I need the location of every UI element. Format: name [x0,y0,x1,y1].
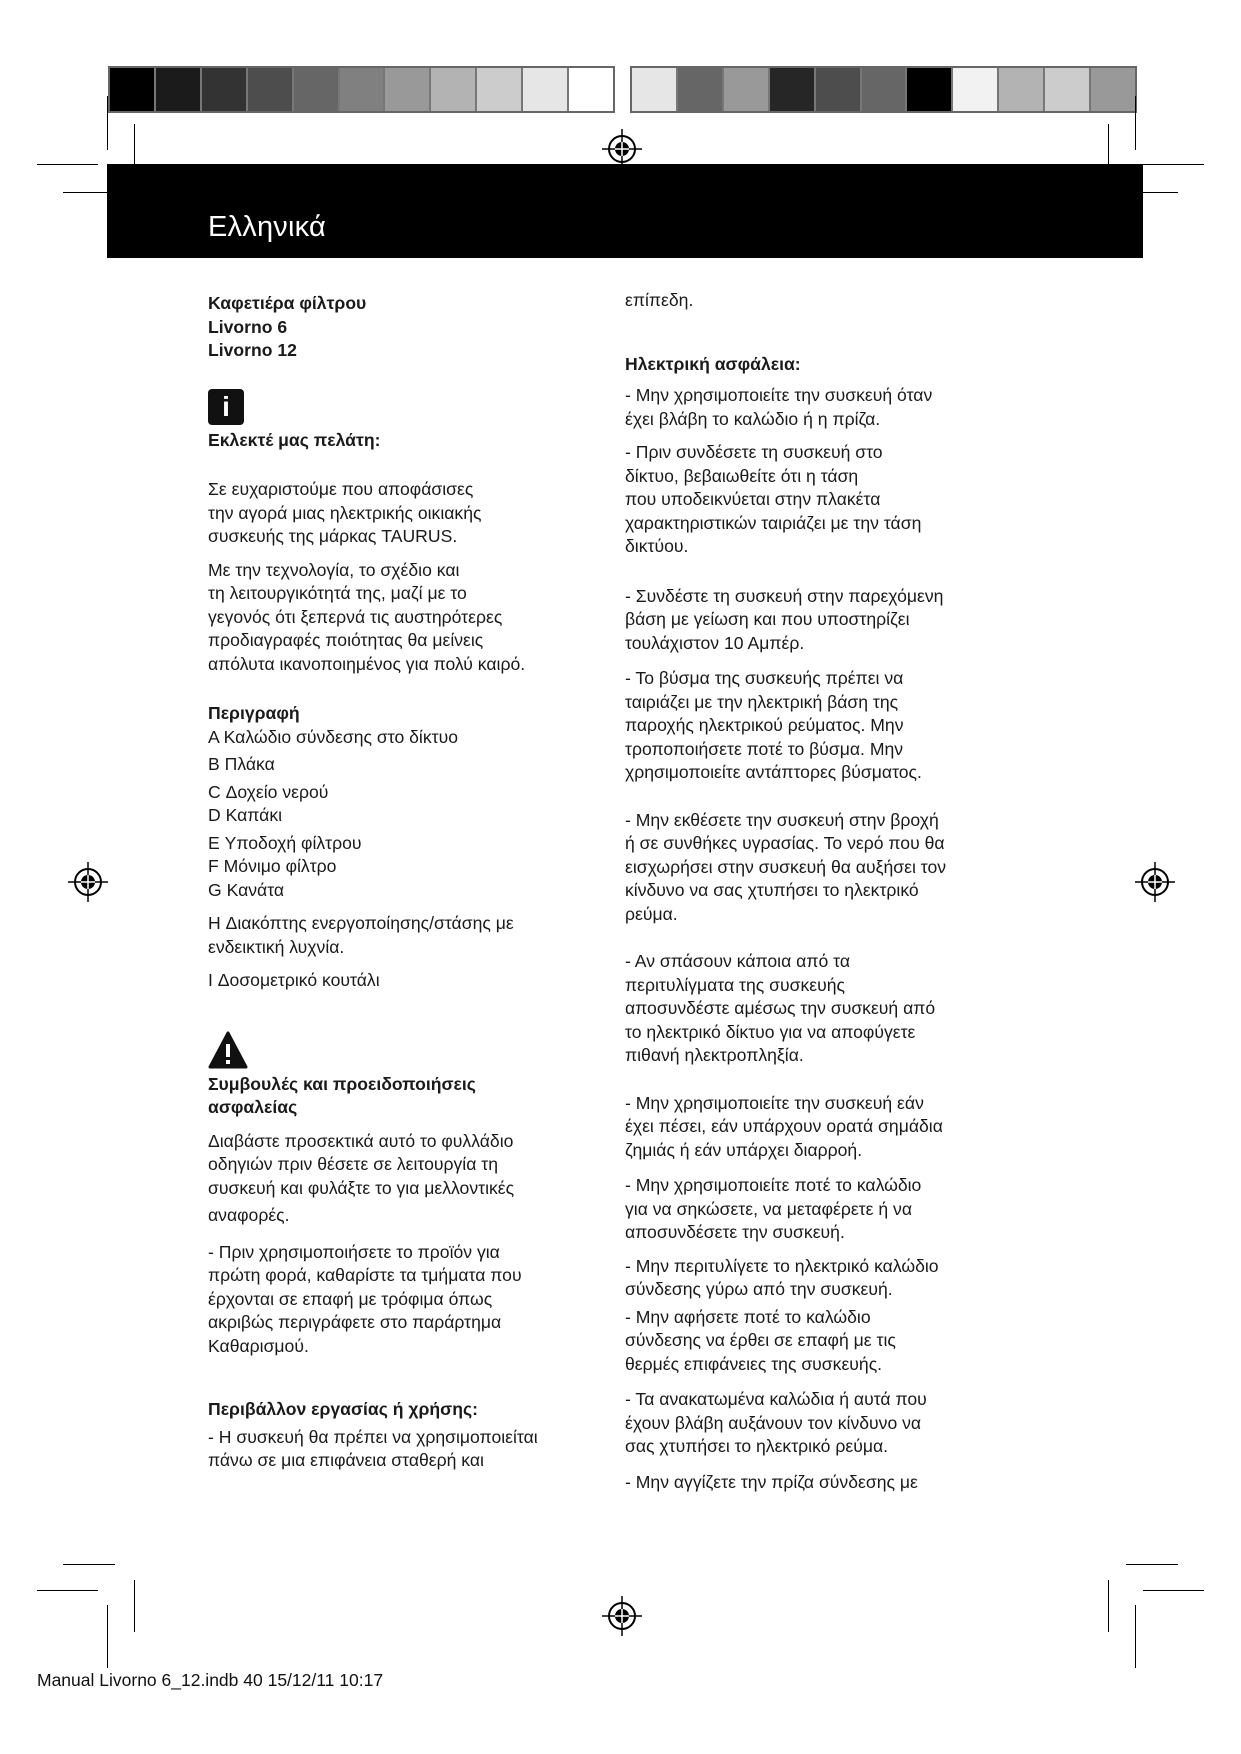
registration-mark-icon [602,1596,642,1636]
text-line: ασφαλείας [208,1097,298,1117]
color-swatch [999,68,1045,111]
text-line: - Μην περιτυλίγετε το ηλεκτρικό καλώδιο [625,1255,939,1276]
text-line: ενδεικτική λυχνία. [208,936,345,957]
text-line: έχουν βλάβη αυξάνουν τον κίνδυνο να [625,1412,922,1433]
safety-paragraph [625,809,1025,927]
crop-mark [134,1580,135,1632]
safety-paragraph [625,950,1025,1068]
text-line: ή σε συνθήκες υγρασίας. Το νερό που θα [625,833,945,853]
text-line: συσκευής της μάρκας TAURUS. [208,526,458,546]
text-line: έρχονται σε επαφή με τρόφιμα όπως [208,1288,493,1309]
text-line: Με την τεχνολογία, το σχέδιο και [208,559,460,580]
crop-mark [1135,1605,1136,1668]
text-line: την αγορά μιας ηλεκτρικής οικιακής [208,502,482,523]
text-line: τη λειτουργικότητά της, μαζί με το [208,583,467,603]
color-swatch [907,68,953,111]
text-line: H Διακόπτης ενεργοποίησης/στάσης με [208,913,514,933]
crop-mark [1126,1564,1178,1565]
right-column [625,289,1025,1494]
color-swatch [110,68,156,111]
text-line: αναφορές. [208,1205,290,1225]
text-line: - Μην χρησιμοποιείτε την συσκευή εάν [625,1092,924,1113]
safety-heading [208,1073,598,1120]
greeting-paragraph-1 [208,478,598,549]
text-line: - Η συσκευή θα πρέπει να χρησιμοποιείται [208,1426,538,1447]
info-icon: i [208,389,244,425]
text-line: χρησιμοποιείτε αντάπτορες βύσματος. [625,762,922,782]
text-line: περιτυλίγματα της συσκευής [625,974,846,995]
safety-paragraph [625,1388,1025,1459]
text-line: πρώτη φορά, καθαρίστε τα τμήματα που [208,1265,522,1285]
text-line: πάνω σε μια επιφάνεια σταθερή και [208,1450,484,1470]
text-line: γεγονός ότι ξεπερνά τις αυστηρότερες [208,606,503,627]
color-swatch [156,68,202,111]
text-line: δίκτυο, βεβαιωθείτε ότι η τάση [625,465,859,486]
color-bar-left [108,66,615,113]
safety-paragraph [625,1255,1025,1302]
safety-paragraph-2 [208,1241,598,1359]
text-line: δικτύου. [625,536,689,556]
description-item: B Πλάκα [208,754,275,774]
text-line: Σε ευχαριστούμε που αποφάσισες [208,479,474,499]
color-swatch [294,68,340,111]
electrical-safety-heading: Ηλεκτρική ασφάλεια: [625,353,801,374]
color-swatch [770,68,816,111]
text-line: πιθανή ηλεκτροπληξία. [625,1045,804,1065]
text-line: παροχής ηλεκτρικού ρεύματος. Μην [625,715,904,735]
text-line: ρεύμα. [625,903,678,924]
color-swatch [248,68,294,111]
text-line: - Μην αγγίζετε την πρίζα σύνδεσης με [625,1471,918,1492]
text-line: βάση με γείωση και που υποστηρίζει [625,609,910,629]
crop-mark [1135,96,1136,150]
text-line: συσκευή και φυλάξτε το για μελλοντικές [208,1177,515,1198]
safety-paragraph [625,1471,1025,1495]
text-line: προδιαγραφές ποιότητας θα μείνεις [208,630,484,650]
text-line: το ηλεκτρικό δίκτυο για να αποφύγετε [625,1021,916,1042]
description-item: C Δοχείο νερού [208,781,329,802]
color-bar-right [630,66,1137,113]
text-line: ακριβώς περιγράφετε στο παράρτημα [208,1312,502,1332]
text-line: κίνδυνο να σας χτυπήσει το ηλεκτρικό [625,880,919,900]
safety-paragraph [625,1092,1025,1163]
text-line: - Πριν συνδέσετε τη συσκευή στο [625,442,883,462]
electrical-safety-list [625,384,1025,1494]
color-swatch [340,68,386,111]
text-line: έχει βλάβη το καλώδιο ή η πρίζα. [625,408,881,429]
text-line: σας χτυπήσει το ηλεκτρικό ρεύμα. [625,1436,889,1456]
continuation-text: επίπεδη. [625,290,694,310]
safety-paragraph [625,585,1025,656]
text-line: που υποδεικνύεται στην πλακέτα [625,489,881,509]
crop-mark [107,1605,108,1668]
color-swatch [202,68,248,111]
text-line: απόλυτα ικανοποιημένος για πολύ καιρό. [208,653,526,674]
color-swatch [862,68,908,111]
safety-paragraph [625,1306,1025,1377]
color-swatch [724,68,770,111]
text-line: έχει πέσει, εάν υπάρχουν ορατά σημάδια [625,1116,943,1136]
greeting-heading: Εκλεκτέ μας πελάτη: [208,429,381,450]
crop-mark [63,1564,115,1565]
text-line: σύνδεσης να έρθει σε επαφή με τις [625,1330,896,1350]
description-item: D Καπάκι [208,805,283,825]
safety-paragraph [625,441,1025,559]
crop-mark [1143,1590,1204,1591]
safety-paragraph [625,667,1025,785]
description-item: G Κανάτα [208,879,285,900]
color-swatch [953,68,999,111]
description-item: A Καλώδιο σύνδεσης στο δίκτυο [208,726,458,747]
safety-paragraph [625,1174,1025,1245]
text-line: θερμές επιφάνειες της συσκευής. [625,1353,883,1374]
text-line: σύνδεσης γύρω από την συσκευή. [625,1279,893,1299]
text-line: - Αν σπάσουν κάποια από τα [625,951,850,971]
safety-paragraph [625,384,1025,431]
product-title: Καφετιέρα φίλτρου [208,293,367,313]
text-line: - Μην εκθέσετε την συσκευή στην βροχή [625,809,939,830]
text-line: Συμβουλές και προειδοποιήσεις [208,1073,476,1094]
description-item: I Δοσομετρικό κουτάλι [208,970,380,990]
warning-icon [208,1031,248,1069]
color-swatch [431,68,477,111]
crop-mark [37,1590,98,1591]
registration-mark-icon [602,129,642,169]
color-swatch [569,68,613,111]
color-swatch [1045,68,1091,111]
color-swatch [385,68,431,111]
text-line: - Μην αφήσετε ποτέ το καλώδιο [625,1306,871,1327]
crop-mark [1108,1580,1109,1632]
registration-mark-icon [1135,862,1175,902]
environment-heading: Περιβάλλον εργασίας ή χρήσης: [208,1399,478,1419]
description-list [208,726,598,993]
print-slug: Manual Livorno 6_12.indb 40 15/12/11 10:17 [37,1670,384,1690]
model-name: Livorno 12 [208,340,297,360]
crop-mark [37,164,98,165]
color-swatch [632,68,678,111]
color-swatch [523,68,569,111]
text-line: - Μην χρησιμοποιείτε την συσκευή όταν [625,385,933,405]
text-line: - Συνδέστε τη συσκευή στην παρεχόμενη [625,585,944,606]
text-line: οδηγιών πριν θέσετε σε λειτουργία τη [208,1154,498,1174]
text-line: αποσυνδέσετε την συσκευή. [625,1222,845,1242]
registration-mark-icon [68,862,108,902]
left-column [208,292,598,1473]
crop-mark [1143,164,1204,165]
crop-mark [107,96,108,150]
safety-paragraph-1 [208,1130,598,1228]
description-heading: Περιγραφή [208,703,300,723]
text-line: εισχωρήσει στην συσκευή θα αυξήσει τον [625,856,947,877]
description-item: E Υποδοχή φίλτρου [208,832,362,853]
page-title: Ελληνικά [208,211,326,243]
color-swatch [1091,68,1135,111]
text-line: χαρακτηριστικών ταιριάζει με την τάση [625,512,922,533]
text-line: τροποποιήσετε ποτέ το βύσμα. Μην [625,738,904,759]
text-line: ζημιάς ή εάν υπάρχει διαρροή. [625,1139,863,1160]
text-line: για να σηκώσετε, να μεταφέρετε ή να [625,1198,912,1219]
color-swatch [678,68,724,111]
description-item: F Μόνιμο φίλτρο [208,856,337,876]
text-line: Καθαρισμού. [208,1335,309,1356]
color-swatch [477,68,523,111]
text-line: τουλάχιστον 10 Αμπέρ. [625,632,805,653]
environment-paragraph [208,1426,598,1473]
text-line: - Πριν χρησιμοποιήσετε το προϊόν για [208,1241,500,1262]
text-line: - Τα ανακατωμένα καλώδια ή αυτά που [625,1389,927,1409]
text-line: αποσυνδέστε αμέσως την συσκευή από [625,998,936,1018]
description-item [208,912,598,959]
text-line: - Το βύσμα της συσκευής πρέπει να [625,668,904,688]
color-swatch [816,68,862,111]
model-name: Livorno 6 [208,316,288,337]
text-line: Διαβάστε προσεκτικά αυτό το φυλλάδιο [208,1130,514,1151]
text-line: ταιριάζει με την ηλεκτρική βάση της [625,691,899,712]
greeting-paragraph-2 [208,559,598,677]
text-line: - Μην χρησιμοποιείτε ποτέ το καλώδιο [625,1175,922,1195]
